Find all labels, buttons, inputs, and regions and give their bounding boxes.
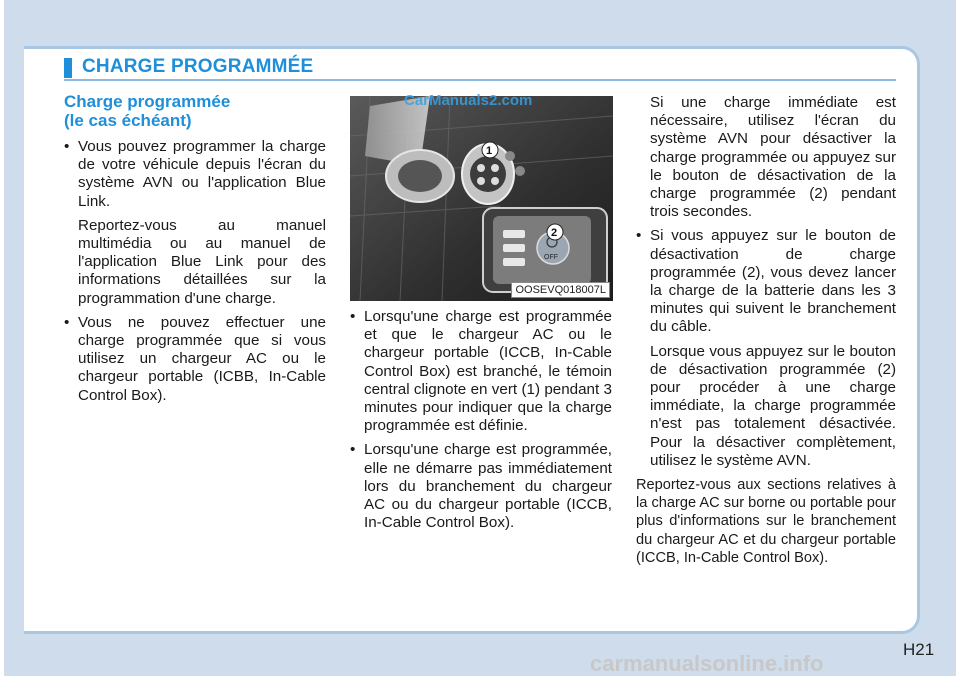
figure-code: OOSEVQ018007L — [511, 282, 610, 298]
watermark-footer: carmanualsonline.info — [590, 651, 824, 676]
charging-port-figure — [350, 96, 613, 301]
page-number: H21 — [903, 640, 935, 659]
bullet-item: • Lorsqu'une charge est programmée, elle ne démarre pas immédiatement lors du branchement du chargeur AC ou du chargeur portable (ICCB, In-Cable Control Box). — [350, 441, 612, 532]
bullet-continuation: Si une charge immédiate est nécessaire, utilisez l'écran du système AVN pour désactiver la charge programmée ou appuyez sur le bouton de désactivation de la charge programmée (2) pendant trois secondes. — [650, 94, 896, 221]
section-marker — [64, 58, 72, 78]
charging-port-illustration — [350, 96, 613, 301]
column-3 — [636, 94, 896, 573]
section-title: CHARGE PROGRAMMÉE — [82, 56, 314, 77]
bullet-item: • Vous pouvez programmer la charge de votre véhicule depuis l'écran du système AVN ou l'application Blue Link. — [64, 138, 326, 211]
bullet-note: Reportez-vous au manuel multimédia ou au manuel de l'application Blue Link pour des informations détaillées sur la programmation d'une charge. — [78, 216, 326, 307]
column-2 — [350, 308, 612, 538]
off-label: OFF — [544, 254, 558, 261]
subheading-line2: (le cas échéant) — [64, 111, 192, 130]
bullet-item: • Lorsqu'une charge est programmée et que le chargeur AC ou le chargeur portable (ICCB, In-Cable Control Box) est branché, le témoin central clignote en vert (1) pendant 3 minutes pour indiquer que la charge programmée est définie. — [350, 308, 612, 435]
bullet-item: • Vous ne pouvez effectuer une charge programmée que si vous utilisez un chargeur AC ou le chargeur portable (ICBB, In-Cable Control Box). — [64, 314, 326, 405]
watermark-top: CarManuals2.com — [404, 92, 533, 109]
column-1 — [64, 92, 326, 411]
callout-2: 2 — [551, 227, 558, 239]
subheading-line1: Charge programmée — [64, 92, 231, 111]
bullet-note: Lorsque vous appuyez sur le bouton de désactivation programmée (2) pour procéder à une charge immédiate, la charge programmée n'est pas totalement désactivée. Pour la désactiver complètement, utilisez le système AVN. — [650, 342, 896, 469]
closing-paragraph: Reportez-vous aux sections relatives à la charge AC sur borne ou portable pour plus d'informations sur le branchement du chargeur AC et du chargeur portable (ICCB, In-Cable Control Box). — [636, 477, 896, 566]
section-rule — [64, 79, 896, 81]
callout-1: 1 — [486, 145, 493, 157]
subheading — [64, 92, 326, 130]
bullet-item: • Si vous appuyez sur le bouton de désactivation de charge programmée (2), vous devez lancer la charge de la batterie dans les 3 minutes qui suivent le branchement du câble. — [636, 227, 896, 336]
